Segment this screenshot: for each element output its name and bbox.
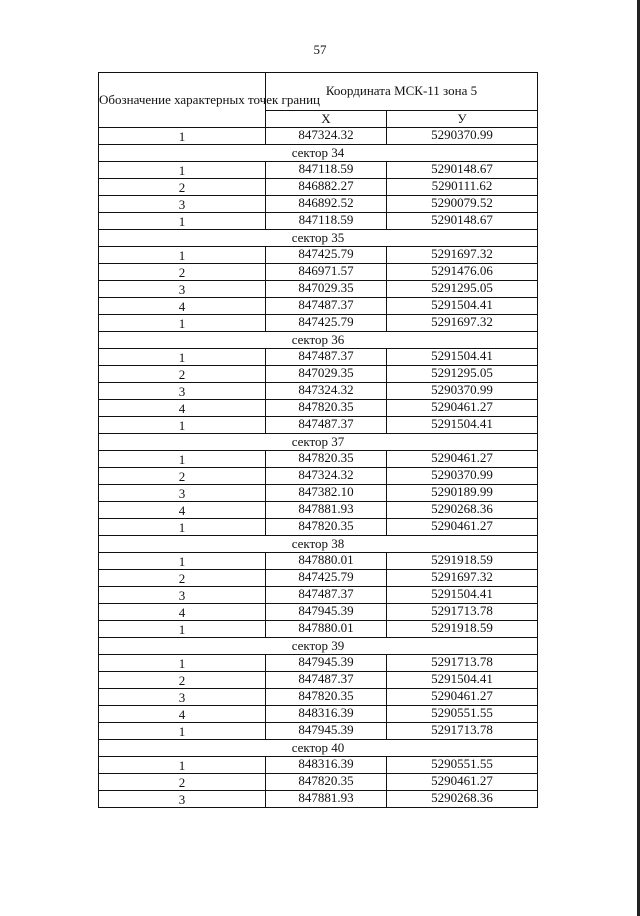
x-coordinate: 847487.37: [266, 417, 387, 434]
table-row: [99, 655, 538, 672]
x-coordinate: 847118.59: [266, 162, 387, 179]
sector-label: сектор 35: [99, 230, 538, 247]
table-header: [99, 73, 538, 128]
x-coordinate: 847029.35: [266, 281, 387, 298]
table-row: [99, 298, 538, 315]
y-coordinate: 5291504.41: [387, 417, 538, 434]
table-row: [99, 604, 538, 621]
x-coordinate: 847425.79: [266, 570, 387, 587]
y-coordinate: 5290268.36: [387, 791, 538, 808]
x-coordinate: 847945.39: [266, 604, 387, 621]
table-row: [99, 706, 538, 723]
y-coordinate: 5291697.32: [387, 315, 538, 332]
sector-row: [99, 536, 538, 553]
header-y: У: [387, 110, 538, 127]
table-row: [99, 621, 538, 638]
y-coordinate: 5290268.36: [387, 502, 538, 519]
sector-label: сектор 39: [99, 638, 538, 655]
y-coordinate: 5291295.05: [387, 281, 538, 298]
y-coordinate: 5290551.55: [387, 706, 538, 723]
table-row: [99, 400, 538, 417]
sector-row: [99, 638, 538, 655]
table-row: [99, 672, 538, 689]
point-number: 2: [99, 672, 266, 689]
header-x: X: [266, 110, 387, 127]
point-number: 1: [99, 315, 266, 332]
point-number: 3: [99, 485, 266, 502]
sector-label: сектор 38: [99, 536, 538, 553]
sector-row: [99, 434, 538, 451]
y-coordinate: 5291697.32: [387, 570, 538, 587]
point-number: 1: [99, 655, 266, 672]
y-coordinate: 5290370.99: [387, 128, 538, 145]
y-coordinate: 5290370.99: [387, 468, 538, 485]
x-coordinate: 847487.37: [266, 349, 387, 366]
x-coordinate: 847945.39: [266, 655, 387, 672]
table-row: [99, 264, 538, 281]
y-coordinate: 5291713.78: [387, 655, 538, 672]
table-row: [99, 723, 538, 740]
y-coordinate: 5291697.32: [387, 247, 538, 264]
table-row: [99, 451, 538, 468]
y-coordinate: 5291476.06: [387, 264, 538, 281]
x-coordinate: 846892.52: [266, 196, 387, 213]
x-coordinate: 847881.93: [266, 502, 387, 519]
sector-row: [99, 332, 538, 349]
y-coordinate: 5290461.27: [387, 689, 538, 706]
x-coordinate: 847880.01: [266, 621, 387, 638]
table-row: [99, 366, 538, 383]
point-number: 4: [99, 502, 266, 519]
sector-label: сектор 36: [99, 332, 538, 349]
y-coordinate: 5291713.78: [387, 723, 538, 740]
sector-label: сектор 37: [99, 434, 538, 451]
point-number: 1: [99, 213, 266, 230]
y-coordinate: 5291504.41: [387, 349, 538, 366]
point-number: 2: [99, 366, 266, 383]
table-row: [99, 128, 538, 145]
table-body: [99, 128, 538, 808]
point-number: 2: [99, 179, 266, 196]
table-row: [99, 791, 538, 808]
table-row: [99, 553, 538, 570]
table-row: [99, 689, 538, 706]
y-coordinate: 5291504.41: [387, 298, 538, 315]
x-coordinate: 847382.10: [266, 485, 387, 502]
x-coordinate: 847324.32: [266, 128, 387, 145]
sector-row: [99, 740, 538, 757]
x-coordinate: 847425.79: [266, 247, 387, 264]
sector-row: [99, 145, 538, 162]
x-coordinate: 847880.01: [266, 553, 387, 570]
point-number: 3: [99, 383, 266, 400]
x-coordinate: 847118.59: [266, 213, 387, 230]
point-number: 3: [99, 587, 266, 604]
point-number: 4: [99, 400, 266, 417]
y-coordinate: 5291295.05: [387, 366, 538, 383]
x-coordinate: 847820.35: [266, 774, 387, 791]
table-row: [99, 587, 538, 604]
x-coordinate: 847820.35: [266, 400, 387, 417]
y-coordinate: 5290370.99: [387, 383, 538, 400]
point-number: 2: [99, 774, 266, 791]
y-coordinate: 5291918.59: [387, 553, 538, 570]
sector-label: сектор 40: [99, 740, 538, 757]
y-coordinate: 5290461.27: [387, 451, 538, 468]
header-point-designation: Обозначение характерных точек границ: [99, 73, 266, 128]
y-coordinate: 5290461.27: [387, 519, 538, 536]
x-coordinate: 847881.93: [266, 791, 387, 808]
table-row: [99, 485, 538, 502]
point-number: 3: [99, 791, 266, 808]
y-coordinate: 5290551.55: [387, 757, 538, 774]
point-number: 1: [99, 128, 266, 145]
point-number: 4: [99, 706, 266, 723]
point-number: 3: [99, 281, 266, 298]
y-coordinate: 5290461.27: [387, 400, 538, 417]
point-number: 1: [99, 247, 266, 264]
point-number: 4: [99, 604, 266, 621]
point-number: 1: [99, 621, 266, 638]
point-number: 2: [99, 570, 266, 587]
point-number: 1: [99, 757, 266, 774]
x-coordinate: 847425.79: [266, 315, 387, 332]
y-coordinate: 5290189.99: [387, 485, 538, 502]
x-coordinate: 846882.27: [266, 179, 387, 196]
table-row: [99, 349, 538, 366]
x-coordinate: 847324.32: [266, 468, 387, 485]
x-coordinate: 847820.35: [266, 451, 387, 468]
x-coordinate: 847945.39: [266, 723, 387, 740]
x-coordinate: 848316.39: [266, 706, 387, 723]
point-number: 1: [99, 349, 266, 366]
table-row: [99, 281, 538, 298]
y-coordinate: 5290079.52: [387, 196, 538, 213]
point-number: 3: [99, 689, 266, 706]
x-coordinate: 847487.37: [266, 587, 387, 604]
y-coordinate: 5291713.78: [387, 604, 538, 621]
x-coordinate: 846971.57: [266, 264, 387, 281]
table-row: [99, 162, 538, 179]
table-row: [99, 757, 538, 774]
table-row: [99, 383, 538, 400]
x-coordinate: 847820.35: [266, 519, 387, 536]
table-row: [99, 213, 538, 230]
y-coordinate: 5290461.27: [387, 774, 538, 791]
point-number: 1: [99, 451, 266, 468]
y-coordinate: 5291504.41: [387, 672, 538, 689]
table-row: [99, 196, 538, 213]
table-row: [99, 519, 538, 536]
table-row: [99, 570, 538, 587]
y-coordinate: 5291504.41: [387, 587, 538, 604]
x-coordinate: 847820.35: [266, 689, 387, 706]
table-row: [99, 247, 538, 264]
coordinates-table: [98, 72, 538, 808]
table-row: [99, 468, 538, 485]
point-number: 2: [99, 264, 266, 281]
y-coordinate: 5290148.67: [387, 162, 538, 179]
y-coordinate: 5290148.67: [387, 213, 538, 230]
y-coordinate: 5291918.59: [387, 621, 538, 638]
sector-row: [99, 230, 538, 247]
table-row: [99, 179, 538, 196]
point-number: 2: [99, 468, 266, 485]
page-number: 57: [313, 42, 327, 57]
sector-label: сектор 34: [99, 145, 538, 162]
table-row: [99, 315, 538, 332]
x-coordinate: 847324.32: [266, 383, 387, 400]
y-coordinate: 5290111.62: [387, 179, 538, 196]
point-number: 3: [99, 196, 266, 213]
point-number: 1: [99, 519, 266, 536]
x-coordinate: 848316.39: [266, 757, 387, 774]
table-row: [99, 774, 538, 791]
point-number: 1: [99, 417, 266, 434]
point-number: 4: [99, 298, 266, 315]
table-row: [99, 417, 538, 434]
point-number: 1: [99, 162, 266, 179]
x-coordinate: 847029.35: [266, 366, 387, 383]
x-coordinate: 847487.37: [266, 298, 387, 315]
x-coordinate: 847487.37: [266, 672, 387, 689]
table-row: [99, 502, 538, 519]
point-number: 1: [99, 723, 266, 740]
point-number: 1: [99, 553, 266, 570]
header-coordinate-system: Координата МСК-11 зона 5: [266, 73, 538, 111]
